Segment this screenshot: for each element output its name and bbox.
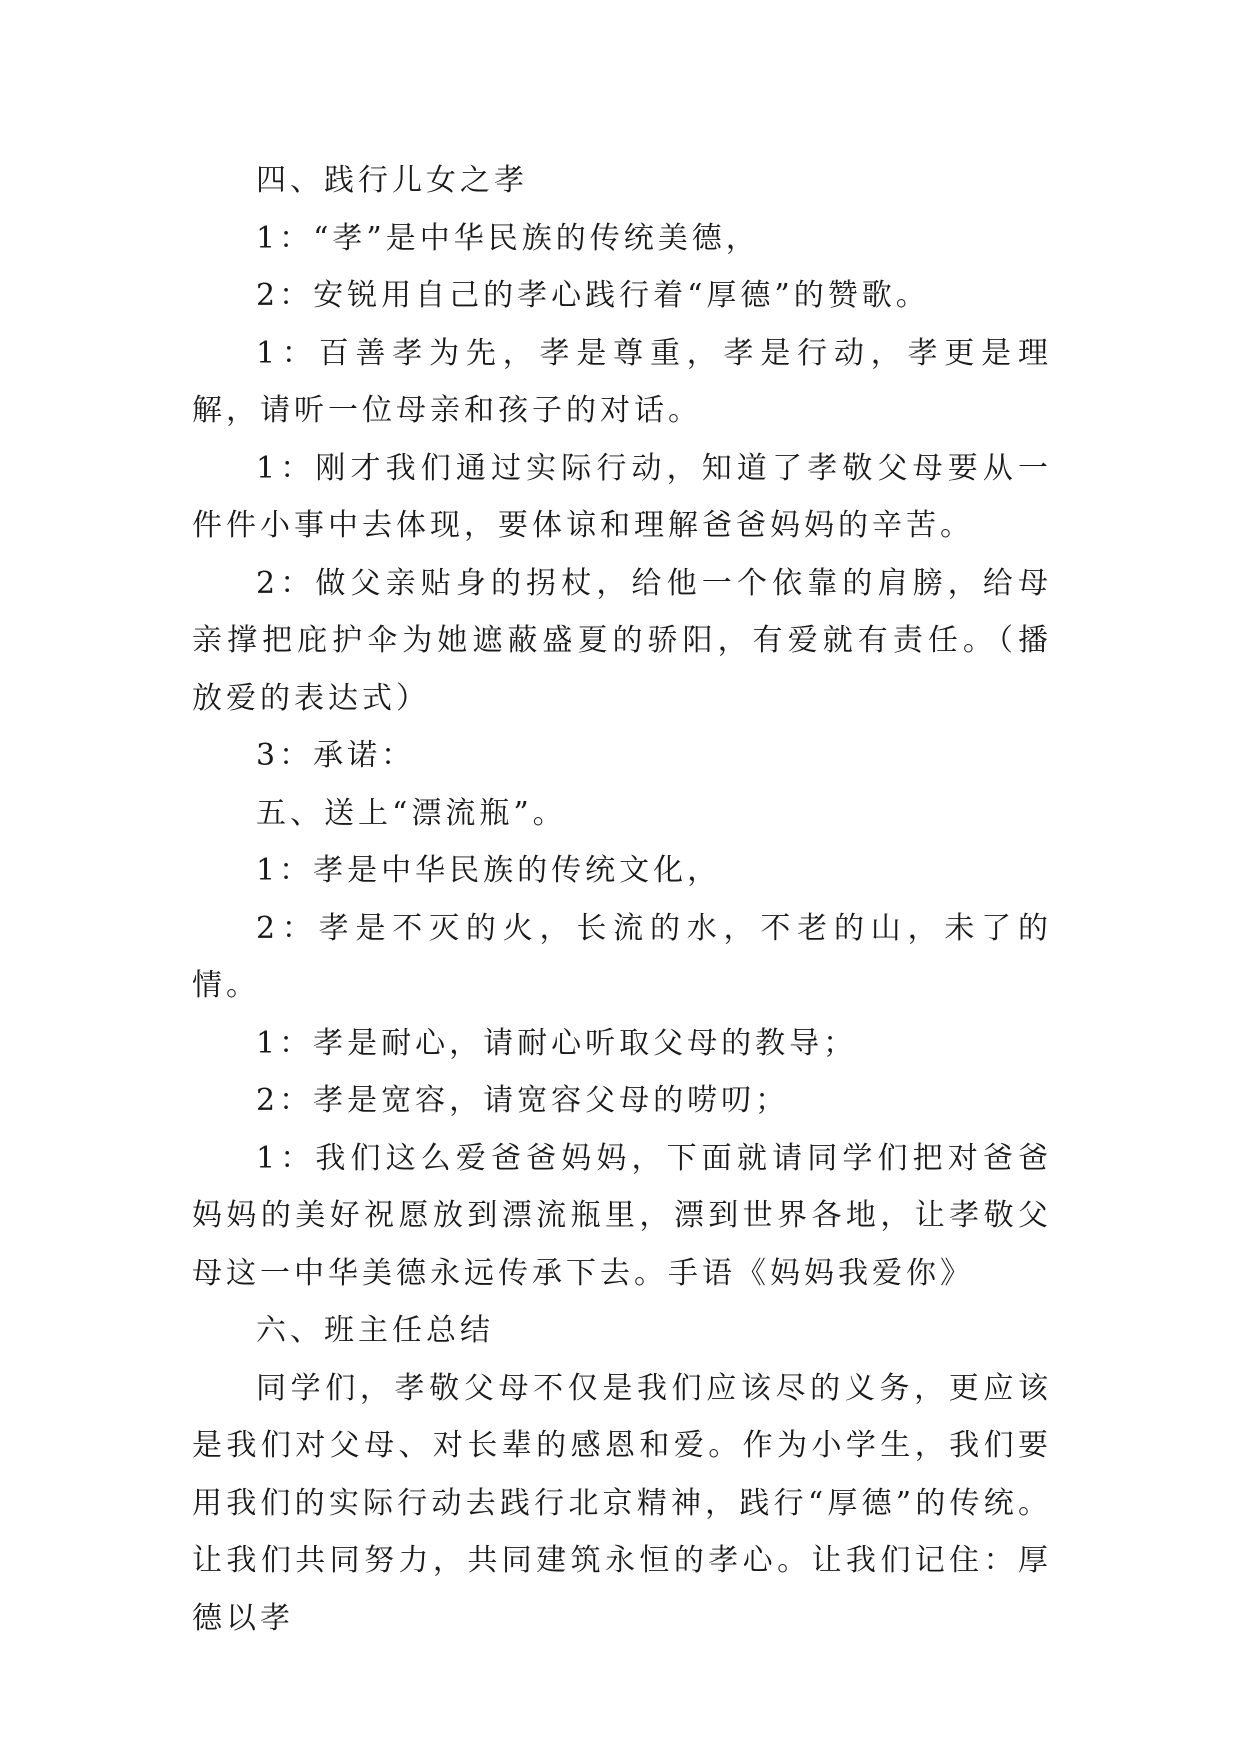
- paragraph: 2：孝是宽容，请宽容父母的唠叨；: [256, 1083, 790, 1118]
- paragraph: 2：安锐用自己的孝心践行着“厚德”的赞歌。: [256, 278, 930, 313]
- paragraph: 1：孝是耐心，请耐心听取父母的教导；: [256, 1025, 858, 1061]
- document-page: [192, 152, 1052, 1647]
- paragraph: 1：“孝”是中华民族的传统美德，: [256, 220, 760, 256]
- paragraph: 1：我们这么爱爸爸妈妈，下面就请同学们把对爸爸妈妈的美好祝愿放到漂流瓶里，漂到世界各地，让孝敬父母这一中华美德永远传承下去。手语《妈妈我爱你》: [192, 1140, 1052, 1291]
- paragraph: 2：做父亲贴身的拐杖，给他一个依靠的肩膀，给母亲撑把庇护伞为她遮蔽盛夏的骄阳，有爱就有责任。（播放爱的表达式）: [192, 565, 1052, 716]
- paragraph: 1：孝是中华民族的传统文化，: [256, 853, 722, 888]
- section-heading-5: 五、送上“漂流瓶”。: [256, 795, 567, 831]
- section-heading-4: 四、践行儿女之孝: [256, 163, 528, 198]
- paragraph: 1：刚才我们通过实际行动，知道了孝敬父母要从一件件小事中去体现，要体谅和理解爸爸妈妈的辛苦。: [192, 450, 1052, 543]
- paragraph: 2：孝是不灭的火，长流的水，不老的山，未了的情。: [192, 910, 1052, 1003]
- paragraph: 1：百善孝为先，孝是尊重，孝是行动，孝更是理解，请听一位母亲和孩子的对话。: [192, 335, 1052, 428]
- paragraph: 3：承诺：: [256, 738, 416, 773]
- section-heading-6: 六、班主任总结: [256, 1313, 494, 1348]
- paragraph: 同学们，孝敬父母不仅是我们应该尽的义务，更应该是我们对父母、对长辈的感恩和爱。作为小学生，我们要用我们的实际行动去践行北京精神，践行“厚德”的传统。让我们共同努力，共同建筑永恒的孝心。让我们记住：厚德以孝: [192, 1370, 1052, 1636]
